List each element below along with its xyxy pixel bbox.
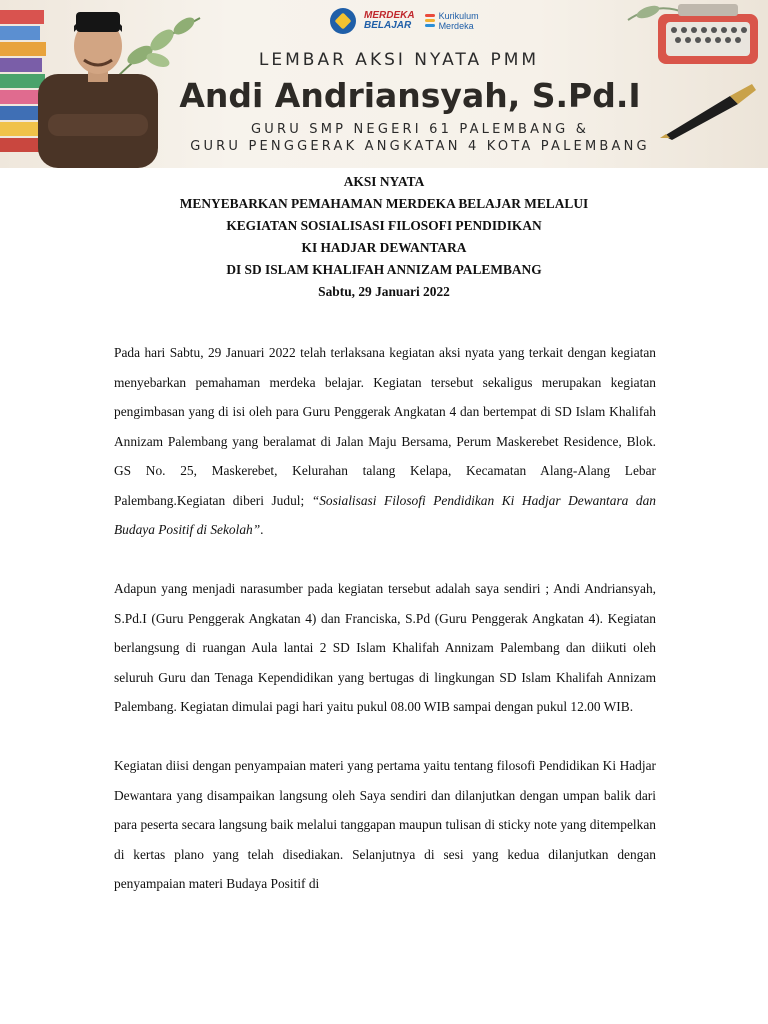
document-body <box>114 338 656 899</box>
heading-date: Sabtu, 29 Januari 2022 <box>318 284 450 299</box>
logo-merdeka2-text: Merdeka <box>438 21 474 31</box>
banner-subtitle: LEMBAR AKSI NYATA PMM <box>258 50 540 70</box>
tut-wuri-logo-icon <box>330 8 356 34</box>
logo-merdeka-text: MERDEKA <box>364 10 415 21</box>
paragraph-1-title: “Sosialisasi Filosofi Pendidikan Ki Hadjar Dewantara dan Budaya Positif di Sekolah” <box>114 492 656 537</box>
heading-line-3: KEGIATAN SOSIALISASI FILOSOFI PENDIDIKAN <box>226 218 542 233</box>
paragraph-1-end: . <box>260 522 264 537</box>
logos-group <box>330 6 479 36</box>
heading-line-4: KI HADJAR DEWANTARA <box>301 240 467 255</box>
paragraph-1-text: Pada hari Sabtu, 29 Januari 2022 telah terlaksana kegiatan aksi nyata yang terkait dengan kegiatan menyebarkan pemahaman merdeka belajar. Kegiatan tersebut sekaligus merupakan kegiatan pengimbasan yang di isi oleh para Guru Penggerak Angkatan 4 dan bertempat di SD Islam Khalifah Annizam Palembang yang beralamat di Jalan Maju Bersama, Perum Maskerebet Residence, Blok. GS No. 25, Maskerebet, Kelurahan talang Kelapa, Kecamatan Alang-Alang Lebar Palembang.Kegiatan diberi Judul; <box>114 345 656 508</box>
heading-line-1: AKSI NYATA <box>343 174 425 189</box>
paragraph-1 <box>114 338 656 545</box>
heading-line-5: DI SD ISLAM KHALIFAH ANNIZAM PALEMBANG <box>226 262 542 277</box>
banner-line-1: GURU SMP NEGERI 61 PALEMBANG & <box>250 122 590 137</box>
header-banner <box>0 0 768 168</box>
kurikulum-mark-icon <box>423 12 435 30</box>
logo-belajar-text: BELAJAR <box>364 20 412 31</box>
document-heading <box>0 171 768 303</box>
kurikulum-merdeka-logo <box>423 11 479 31</box>
heading-line-2: MENYEBARKAN PEMAHAMAN MERDEKA BELAJAR MELALUI <box>179 196 589 211</box>
paragraph-2: Adapun yang menjadi narasumber pada kegiatan tersebut adalah saya sendiri ; Andi Andriansyah, S.Pd.I (Guru Penggerak Angkatan 4) dan Franciska, S.Pd (Guru Penggerak Angkatan 4). Kegiatan berlangsung di ruangan Aula lantai 2 SD Islam Khalifah Annizam Palembang dan diikuti oleh seluruh Guru dan Tenaga Kependidikan yang bertugas di lingkungan SD Islam Khalifah Annizam Palembang. Kegiatan dimulai pagi hari yaitu pukul 08.00 WIB sampai dengan pukul 12.00 WIB. <box>114 581 656 714</box>
logo-kurikulum-text: Kurikulum <box>438 11 479 21</box>
banner-line-2: GURU PENGGERAK ANGKATAN 4 KOTA PALEMBANG <box>190 139 650 154</box>
merdeka-belajar-logo <box>364 11 415 31</box>
banner-name: Andi Andriansyah, S.Pd.I <box>179 76 641 115</box>
paragraph-3: Kegiatan diisi dengan penyampaian materi yang pertama yaitu tentang filosofi Pendidikan Ki Hadjar Dewantara yang disampaikan langsung oleh Saya sendiri dan dilanjutkan dengan umpan balik dari para peserta secara langsung baik melalui tanggapan maupun tulisan di sticky note yang ditempelkan di kertas plano yang telah disediakan. Selanjutnya di sesi yang kedua dilanjutkan dengan penyampaian materi Budaya Positif di <box>114 758 656 891</box>
